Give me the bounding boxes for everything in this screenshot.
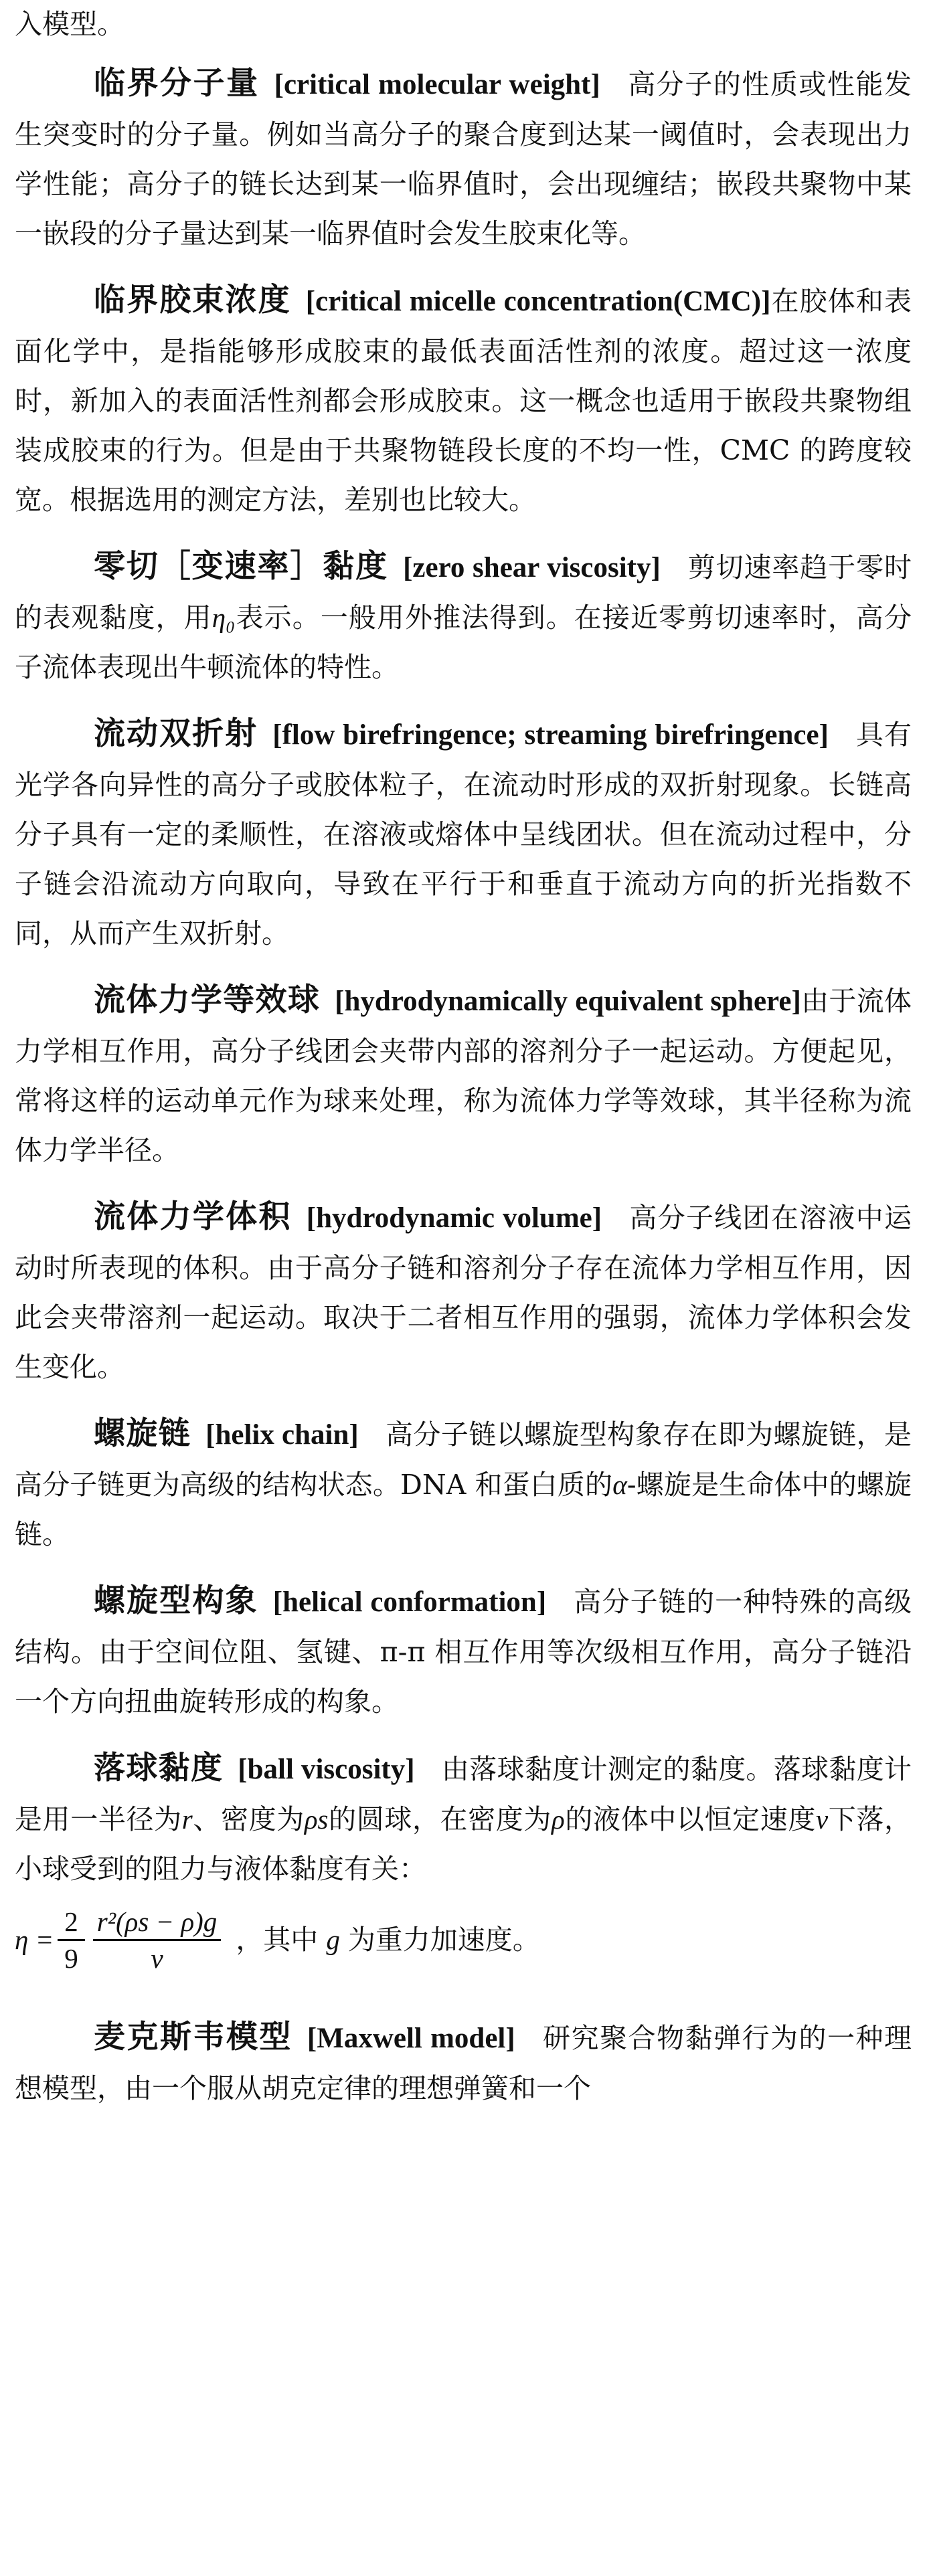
entry-term: 螺旋型构象 <box>94 1582 258 1619</box>
formula-fraction <box>93 1904 222 1976</box>
entry-body: 为重力加速度。 <box>347 1924 540 1956</box>
entry-maxwell-model <box>15 2013 912 2113</box>
entry-body: 的液体中以恒定速度 <box>564 1803 816 1835</box>
entry-term: 落球黏度 <box>94 1750 224 1786</box>
viscosity-formula-line <box>15 1890 912 1990</box>
entry-body: 研究聚合物黏弹行为的一种理想模型，由一个服从胡克定律的理想弹簧和一个 <box>15 2022 912 2104</box>
entry-term: 流体力学体积 <box>94 1198 292 1235</box>
entry-body: 高分子的性质或性能发生突变时的分子量。例如当高分子的聚合度到达某一阈值时，会表现出力学性能；高分子的链长达到某一临界值时，会出现缠结；嵌段共聚物中某一嵌段的分子量达到某一临界值时会发生胶束化等。 <box>15 68 912 250</box>
entry-term: 临界胶束浓度 <box>94 282 291 318</box>
entry-ball-viscosity <box>15 1744 912 1990</box>
continued-text: 入模型。 <box>15 8 124 40</box>
entry-english: [critical molecular weight] <box>274 69 600 100</box>
entry-body: 高分子链以螺旋型构象存在即为螺旋链，是高分子链更为高级的结构状态。DNA 和蛋白质的 <box>15 1418 912 1501</box>
alpha-symbol: α <box>612 1469 627 1500</box>
entry-body: 在胶体和表面化学中，是指能够形成胶束的最低表面活性剂的浓度。超过这一浓度时，新加入的表面活性剂都会形成胶束。这一概念也适用于嵌段共聚物组装成胶束的行为。但是由于共聚物链段长度的不均一性，CMC 的跨度较宽。根据选用的测定方法，差别也比较大。 <box>15 285 912 516</box>
liquid-density-symbol: ρ <box>552 1804 565 1835</box>
fraction-numerator: r²(ρs − ρ)g <box>93 1904 222 1941</box>
entry-body: 高分子链的一种特殊的高级结构。由于空间位阻、氢键、π-π 相互作用等次级相互作用，高分子链沿一个方向扭曲旋转形成的构象。 <box>15 1586 912 1718</box>
viscosity-formula <box>15 1904 225 1976</box>
entry-critical-micelle-concentration <box>15 276 912 525</box>
entry-english: [hydrodynamic volume] <box>306 1202 602 1234</box>
coefficient-denominator: 9 <box>64 1942 78 1974</box>
entry-term: 流动双折射 <box>94 715 258 752</box>
entry-english: [zero shear viscosity] <box>403 552 661 583</box>
entry-term: 螺旋链 <box>94 1415 191 1452</box>
radius-symbol: r <box>181 1804 193 1835</box>
entry-term: 临界分子量 <box>94 65 260 102</box>
coefficient-numerator: 2 <box>58 1904 85 1941</box>
entry-body: 、密度为 <box>192 1803 305 1835</box>
formula-coefficient <box>58 1904 85 1976</box>
entry-english: [hydrodynamically equivalent sphere] <box>335 986 801 1017</box>
entry-helix-chain <box>15 1409 912 1559</box>
entry-english: [ball viscosity] <box>238 1754 415 1785</box>
entry-english: [critical micelle concentration(CMC)] <box>305 286 771 317</box>
fraction-denominator: v <box>151 1942 163 1974</box>
velocity-symbol: v <box>815 1804 829 1835</box>
entry-english: [helix chain] <box>205 1419 359 1451</box>
eta-zero-symbol: η₀ <box>212 602 236 633</box>
entry-hydrodynamically-equivalent-sphere <box>15 976 912 1175</box>
entry-helical-conformation <box>15 1576 912 1726</box>
entry-body: 下落，小球受到的阻力与液体黏度有关： <box>15 1803 912 1885</box>
gravity-symbol: g <box>326 1924 340 1955</box>
entry-term: 麦克斯韦模型 <box>94 2019 292 2055</box>
entry-english: [helical conformation] <box>272 1586 547 1618</box>
entry-body: 由落球黏度计测定的黏度。落球黏度计是用一半径为 <box>15 1753 912 1835</box>
entry-english: [Maxwell model] <box>307 2023 515 2054</box>
entry-body: 高分子线团在溶液中运动时所表现的体积。由于高分子链和溶剂分子存在流体力学相互作用，因此会夹带溶剂一起运动。取决于二者相互作用的强弱，流体力学体积会发生变化。 <box>15 1202 912 1383</box>
dictionary-page <box>15 0 912 2130</box>
ball-density-symbol: ρs <box>304 1804 329 1835</box>
entry-body: ，其中 <box>236 1924 319 1956</box>
entry-body: 的圆球，在密度为 <box>328 1803 552 1835</box>
entry-zero-shear-viscosity <box>15 542 912 692</box>
entry-term: 零切［变速率］黏度 <box>94 548 389 585</box>
entry-body: 表示。一般用外推法得到。在接近零剪切速率时，高分子流体表现出牛顿流体的特性。 <box>15 602 912 683</box>
entry-flow-birefringence <box>15 709 912 958</box>
entry-body: 由于流体力学相互作用，高分子线团会夹带内部的溶剂分子一起运动。方便起见，常将这样的运动单元作为球来处理，称为流体力学等效球，其半径称为流体力学半径。 <box>15 985 912 1166</box>
entry-term: 流体力学等效球 <box>94 982 321 1018</box>
entry-english: [flow birefringence; streaming birefringence] <box>272 719 829 751</box>
entry-critical-molecular-weight <box>15 59 912 258</box>
entry-hydrodynamic-volume <box>15 1192 912 1392</box>
formula-lhs: η = <box>15 1924 54 1955</box>
entry-body: 具有光学各向异性的高分子或胶体粒子，在流动时形成的双折射现象。长链高分子具有一定的柔顺性，在溶液或熔体中呈线团状。但在流动过程中，分子链会沿流动方向取向，导致在平行于和垂直于流动方向的折光指数不同，从而产生双折射。 <box>15 719 912 949</box>
entry-body: 剪切速率趋于零时的表观黏度，用 <box>15 551 912 634</box>
entry-body: -螺旋是生命体中的螺旋链。 <box>15 1469 912 1550</box>
